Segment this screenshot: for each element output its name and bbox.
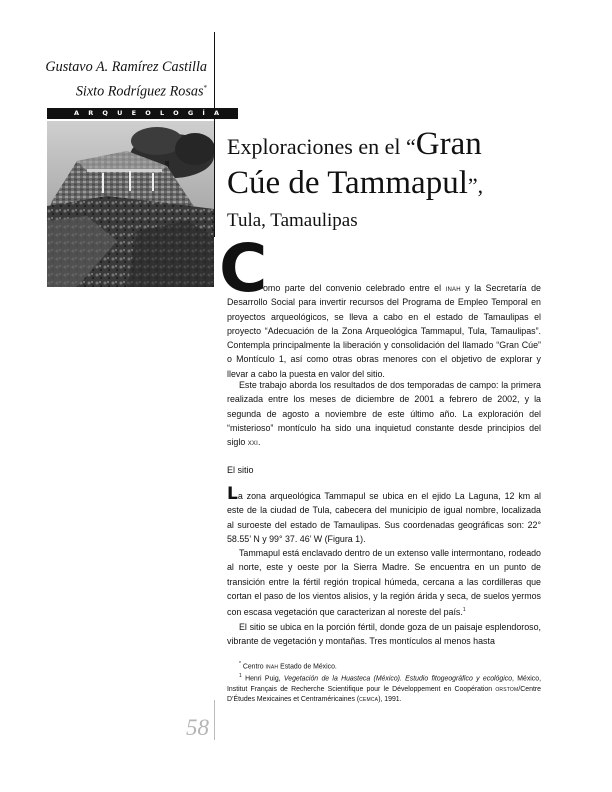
paragraph-4-text bbox=[227, 546, 541, 619]
fn1-b: Estado de México. bbox=[278, 663, 337, 671]
title-line-1 bbox=[227, 125, 483, 166]
authors-block bbox=[20, 57, 207, 103]
p2-end: . bbox=[258, 437, 261, 448]
paragraph-2 bbox=[227, 378, 541, 449]
fn2-cemca: cemca bbox=[359, 696, 379, 704]
title-line-2-a: Cúe de Tammapul bbox=[227, 165, 468, 201]
footnote-2 bbox=[227, 671, 541, 706]
vertical-rule bbox=[214, 32, 215, 237]
page-number-rule bbox=[214, 700, 215, 740]
title-line-2 bbox=[227, 166, 483, 203]
author-name-2-text: Sixto Rodríguez Rosas bbox=[75, 83, 204, 100]
fn2-a: Henri Puig, bbox=[241, 675, 284, 683]
site-photo-image bbox=[47, 121, 214, 287]
title-line-1-a: Exploraciones en el “ bbox=[227, 134, 416, 159]
section-label: ARQUEOLOGÍA bbox=[74, 109, 229, 117]
p4-footnote-mark: 1 bbox=[462, 607, 466, 614]
author-name-2 bbox=[20, 78, 207, 103]
drop-cap: C bbox=[219, 230, 268, 307]
paragraph-5-text: El sitio se ubica en la porción fértil, donde goza de un paisaje esplendoroso, vibrante de vegetación y montañas. Tres montículos al menos hasta bbox=[227, 621, 541, 646]
paragraph-1 bbox=[227, 281, 541, 381]
title-line-2-b: ”, bbox=[467, 173, 484, 198]
section-label-bar bbox=[47, 108, 238, 119]
p2-xxi: xxi bbox=[247, 437, 258, 448]
title-line-1-b: Gran bbox=[415, 126, 482, 162]
paragraph-block-sitio bbox=[227, 484, 541, 648]
fn2-mark: 1 bbox=[239, 673, 242, 679]
fn1-a: Centro bbox=[240, 663, 266, 671]
p4-text: Tammapul está enclavado dentro de un extenso valle intermontano, rodeado al norte, este y oeste por la Sierra Madre. Se encuentra en un punto de transición entre la fértil región tropical húmeda, cercana a las cordilleras que cortan el paso de los vientos alisios, y la región árida y seca, de suelos yermos con escasa vegetación que caracterizan al noreste del país. bbox=[227, 548, 541, 618]
fn2-d: ), 1991. bbox=[378, 696, 402, 704]
paragraph-3-text bbox=[227, 484, 541, 546]
p1-part2: y la Secretaría de Desarrollo Social para invertir recursos del Programa de Empleo Temporal en proyectos arqueológicos, se lleva a cabo en el estado de Tamaulipas el proyecto “Adecuación de la Zona Arqueológica Tammapul, Tula, Tamaulipas”. Contempla principalmente la liberación y consolidación del llamado “Gran Cúe” o Montículo 1, así como otras obras menores con el objetivo de explorar y llevar a cabo la puesta en valor del sitio. bbox=[227, 283, 541, 379]
footnote-2-text bbox=[227, 671, 541, 706]
article-title bbox=[227, 125, 483, 239]
author-footnote-mark: * bbox=[203, 84, 207, 92]
fn2-b: , México, Institut Français de Recherche Scientifique pour le Développement en Coopération bbox=[227, 675, 542, 693]
fn2-orstom: orstom bbox=[495, 685, 519, 693]
p3-initial: L bbox=[227, 484, 238, 504]
fn1-mark: * bbox=[239, 661, 241, 667]
archaeological-site-photo bbox=[47, 121, 214, 287]
author-name-1: Gustavo A. Ramírez Castilla bbox=[45, 59, 207, 75]
p1-inah: inah bbox=[445, 283, 461, 293]
paragraph-2-text bbox=[227, 378, 541, 449]
p1-part1: omo parte del convenio celebrado entre el bbox=[263, 283, 446, 293]
p2-part1: Este trabajo aborda los resultados de dos temporadas de campo: la primera realizada entre los meses de diciembre de 2001 a febrero de 2002, y la segunda de agosto a noviembre de este último año. La exploración del “misterioso” montículo ha sido una inquietud constante desde principios del siglo bbox=[227, 380, 541, 448]
fn2-italic-title: Vegetación de la Huasteca (México). Estudio fitogeográfico y ecológico bbox=[283, 675, 513, 683]
paragraph-1-text bbox=[227, 281, 541, 381]
fn1-inah: inah bbox=[265, 663, 279, 671]
page-number: 58 bbox=[186, 715, 209, 740]
fn2-c: /Centre D’Études Mexicaines et Centraméricaines ( bbox=[227, 685, 541, 704]
section-heading-el-sitio: El sitio bbox=[227, 465, 254, 475]
title-subtitle: Tula, Tamaulipas bbox=[227, 210, 358, 231]
p3-text: a zona arqueológica Tammapul se ubica en el ejido La Laguna, 12 km al este de la ciudad de Tula, cabecera del municipio de igual nombre, localizada al suroeste del estado de Tamaulipas. Sus coordenadas geográficas son: 22° 58.55’ N y 99° 37. 46’ W (Figura 1). bbox=[227, 491, 541, 544]
